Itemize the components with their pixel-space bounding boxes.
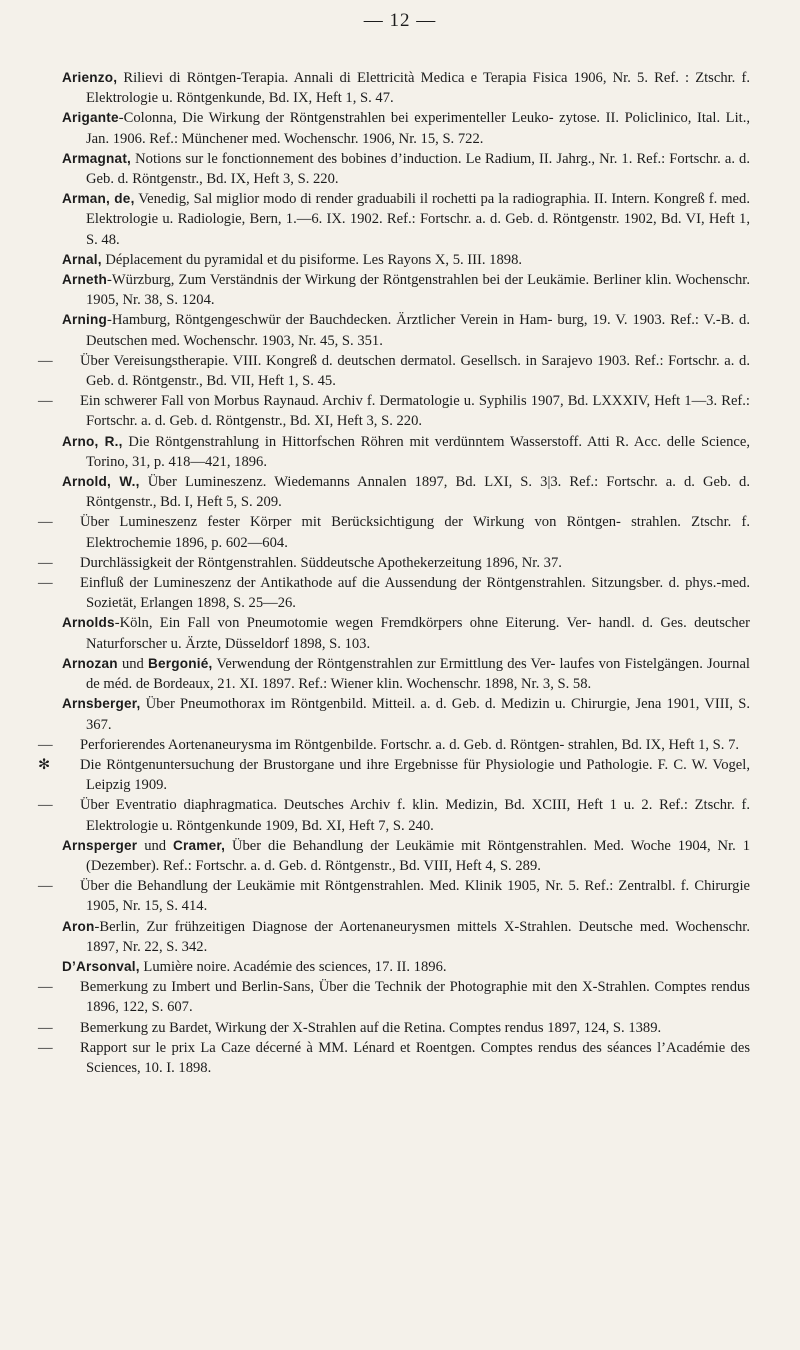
bibliography-entry xyxy=(62,836,750,876)
entry-text: -Köln, Ein Fall von Pneumotomie wegen Fremdkörpers ohne Eiterung. Ver- handl. d. Ges. deutscher Naturforscher u. Ärzte, Düsseldorf 1898, S. 103. xyxy=(86,615,750,652)
entry-text: Bemerkung zu Imbert und Berlin-Sans, Über die Technik der Photographie mit den X-Strahlen. Comptes rendus 1896, 122, S. 607. xyxy=(80,979,750,1016)
entry-author: Armagnat, xyxy=(62,150,132,166)
entry-author: Arnozan xyxy=(62,655,118,671)
bibliography-entry xyxy=(38,1018,750,1038)
entry-text: Einfluß der Lumineszenz der Antikathode auf die Aussendung der Röntgenstrahlen. Sitzungsber. d. phys.-med. Sozietät, Erlangen 1898, S. 25—26. xyxy=(80,575,750,612)
bibliography-entry xyxy=(62,613,750,653)
entry-author: Arnold, W., xyxy=(62,474,140,490)
continuation-mark: — xyxy=(38,352,53,369)
entry-author: Arman, de, xyxy=(62,191,135,207)
entry-text: Rilievi di Röntgen-Terapia. Annali di Elettricità Medica e Terapia Fisica 1906, Nr. 5. Ref. : Ztschr. f. Elektrologie u. Röntgenkunde, Bd. IX, Heft 1, S. 47. xyxy=(86,70,750,107)
entry-text: und Bergonié, Verwendung der Röntgenstrahlen zur Ermittlung des Ver- laufes von Fistelgängen. Journal de méd. de Bordeaux, 21. XI. 1897. Ref.: Wiener klin. Wochenschr. 1898, Nr. 3, S. 58. xyxy=(86,655,750,693)
entry-text: Über Vereisungstherapie. VIII. Kongreß d. deutschen dermatol. Gesellsch. in Sarajevo 1903. Ref.: Fortschr. a. d. Geb. d. Röntgenstr., Bd. VII, Heft 1, S. 45. xyxy=(80,352,750,390)
entry-text: Über Lumineszenz fester Körper mit Berücksichtigung der Wirkung von Röntgen- strahlen. Ztschr. f. Elektrochemie 1896, p. 602—604. xyxy=(80,514,750,551)
bibliography-entry xyxy=(38,755,750,795)
continuation-mark: — xyxy=(38,979,53,996)
bibliography-entry xyxy=(38,977,750,1017)
bibliography-entry xyxy=(62,270,750,310)
bibliography-entry xyxy=(38,1038,750,1078)
entry-author: Arning xyxy=(62,312,107,328)
entry-text: -Colonna, Die Wirkung der Röntgenstrahlen bei experimenteller Leuko- zytose. II. Policlinico, Ital. Lit., Jan. 1906. Ref.: Münchener med. Wochenschr. 1906, Nr. 15, S. 722. xyxy=(86,110,750,147)
entry-author: Arigante xyxy=(62,110,119,126)
entry-text: und Cramer, Über die Behandlung der Leukämie mit Röntgenstrahlen. Med. Woche 1904, Nr. 1 (Dezember). Ref.: Fortschr. a. d. Geb. d. Röntgenstr., Bd. VIII, Heft 4, S. 289. xyxy=(86,837,750,874)
bibliography-entry xyxy=(62,149,750,189)
bibliography-entry xyxy=(38,795,750,835)
bibliography-entry xyxy=(38,876,750,916)
entry-coauthor: Cramer, xyxy=(173,837,226,853)
continuation-mark: — xyxy=(38,1039,53,1056)
bibliography-list xyxy=(38,68,750,1078)
entry-text: Ein schwerer Fall von Morbus Raynaud. Archiv f. Dermatologie u. Syphilis 1907, Bd. LXXXIV, Heft 1—3. Ref.: Fortschr. a. d. Geb. d. Röntgenstr., Bd. XI, Heft 3, S. 220. xyxy=(80,393,750,430)
entry-author: Arno, R., xyxy=(62,433,123,449)
bibliography-entry xyxy=(62,917,750,957)
bibliography-entry xyxy=(62,68,750,108)
continuation-mark: — xyxy=(38,736,53,753)
bibliography-entry xyxy=(38,553,750,573)
entry-text: -Würzburg, Zum Verständnis der Wirkung der Röntgenstrahlen bei der Leukämie. Berliner klin. Wochenschr. 1905, Nr. 38, S. 1204. xyxy=(86,272,750,309)
entry-text: Rapport sur le prix La Caze décerné à MM. Lénard et Roentgen. Comptes rendus des séances l’Académie des Sciences, 10. I. 1898. xyxy=(80,1039,750,1076)
bibliography-entry xyxy=(62,189,750,250)
entry-text: Über Lumineszenz. Wiedemanns Annalen 1897, Bd. LXI, S. 3|3. Ref.: Fortschr. a. d. Geb. d. Röntgenstr., Bd. I, Heft 5, S. 209. xyxy=(86,474,750,511)
entry-text: Die Röntgenstrahlung in Hittorfschen Röhren mit verdünntem Wasserstoff. Atti R. Acc. delle Science, Torino, 31, p. 418—421, 1896. xyxy=(86,433,750,470)
entry-author: Arnsperger xyxy=(62,837,138,853)
entry-coauthor: Bergonié, xyxy=(148,655,213,671)
bibliography-entry xyxy=(62,250,750,270)
continuation-mark: — xyxy=(38,797,53,814)
entry-text: Déplacement du pyramidal et du pisiforme. Les Rayons X, 5. III. 1898. xyxy=(101,251,523,268)
entry-text: -Hamburg, Röntgengeschwür der Bauchdecken. Ärztlicher Verein in Ham- burg, 19. V. 1903. Ref.: V.-B. d. Deutschen med. Wochenschr. 1903, Nr. 45, S. 351. xyxy=(86,312,750,349)
entry-text: Über die Behandlung der Leukämie mit Röntgenstrahlen. Med. Klinik 1905, Nr. 5. Ref.: Zentralbl. f. Chirurgie 1905, Nr. 15, S. 414. xyxy=(80,878,750,915)
entry-author: Arienzo, xyxy=(62,70,118,85)
entry-text: -Berlin, Zur frühzeitigen Diagnose der Aortenaneurysmen mittels X-Strahlen. Deutsche med. Wochenschr. 1897, Nr. 22, S. 342. xyxy=(86,918,750,955)
entry-author: D’Arsonval, xyxy=(62,958,140,974)
continuation-mark: — xyxy=(38,575,53,592)
bibliography-entry xyxy=(62,310,750,350)
continuation-mark: — xyxy=(38,554,53,571)
page-number: — 12 — xyxy=(363,10,437,31)
entry-text: Durchlässigkeit der Röntgenstrahlen. Süddeutsche Apothekerzeitung 1896, Nr. 37. xyxy=(80,554,562,571)
bibliography-entry xyxy=(38,735,750,755)
bibliography-entry xyxy=(38,351,750,391)
bibliography-entry xyxy=(62,108,750,148)
continuation-mark: — xyxy=(38,1019,53,1036)
entry-text: Bemerkung zu Bardet, Wirkung der X-Strahlen auf die Retina. Comptes rendus 1897, 124, S. 1389. xyxy=(80,1019,662,1036)
bibliography-entry xyxy=(38,573,750,613)
bibliography-entry xyxy=(62,957,750,977)
continuation-mark: ✻ xyxy=(38,756,51,773)
entry-text: Die Röntgenuntersuchung der Brustorgane und ihre Ergebnisse für Physiologie und Pathologie. F. C. W. Vogel, Leipzig 1909. xyxy=(80,756,750,794)
entry-text: Über Eventratio diaphragmatica. Deutsches Archiv f. klin. Medizin, Bd. XCIII, Heft 1 u. 2. Ref.: Ztschr. f. Elektrologie u. Röntgenkunde 1909, Bd. XI, Heft 7, S. 240. xyxy=(80,797,750,834)
entry-author: Arnsberger, xyxy=(62,696,141,712)
entry-author: Arneth xyxy=(62,272,108,288)
continuation-mark: — xyxy=(38,514,53,531)
bibliography-entry xyxy=(62,654,750,694)
continuation-mark: — xyxy=(38,393,53,410)
entry-author: Arnal, xyxy=(62,251,102,267)
entry-text: Venedig, Sal miglior modo di render graduabili il rochetti pa la radiographia. II. Intern. Kongreß f. med. Elektrologie u. Radiologie, Bern, 1.—6. IX. 1902. Ref.: Fortschr. a. d. Geb. d. Röntgenstr. 1902, Bd. VI, Heft 1, S. 48. xyxy=(86,191,750,248)
bibliography-entry xyxy=(38,512,750,552)
entry-author: Arnolds xyxy=(62,615,115,631)
bibliography-entry xyxy=(62,432,750,472)
entry-text: Über Pneumothorax im Röntgenbild. Mitteil. a. d. Geb. d. Medizin u. Chirurgie, Jena 1901, VIII, S. 367. xyxy=(86,696,750,733)
entry-text: Perforierendes Aortenaneurysma im Röntgenbilde. Fortschr. a. d. Geb. d. Röntgen- strahlen, Bd. IX, Heft 1, S. 7. xyxy=(80,736,740,753)
entry-text: Notions sur le fonctionnement des bobines d’induction. Le Radium, II. Jahrg., Nr. 1. Ref.: Fortschr. a. d. Geb. d. Röntgenstr., Bd. IX, Heft 3, S. 220. xyxy=(86,150,750,188)
bibliography-entry xyxy=(38,391,750,431)
bibliography-entry xyxy=(62,472,750,512)
continuation-mark: — xyxy=(38,878,53,895)
bibliography-entry xyxy=(62,694,750,734)
entry-text: Lumière noire. Académie des sciences, 17. II. 1896. xyxy=(139,958,447,975)
entry-author: Aron xyxy=(62,918,95,934)
